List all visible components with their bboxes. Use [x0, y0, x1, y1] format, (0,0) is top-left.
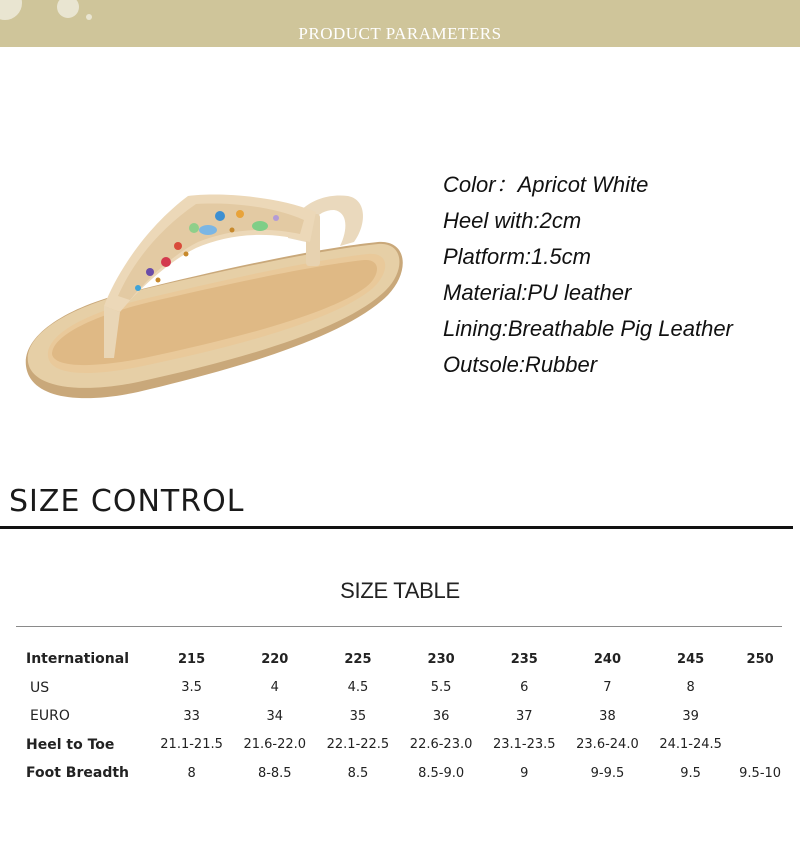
table-cell — [732, 674, 788, 703]
table-cell: 215 — [178, 651, 206, 667]
table-cell: 245 — [677, 651, 705, 667]
table-cell: 8-8.5 — [257, 765, 292, 781]
table-cell: 33 — [183, 708, 200, 724]
table-cell: 35 — [349, 708, 367, 724]
table-cell: 7 — [603, 680, 612, 696]
table-row — [18, 674, 788, 703]
table-cell: 4 — [270, 680, 279, 696]
table-cell: 240 — [593, 651, 622, 667]
param-lining: Lining:Breathable Pig Leather — [443, 316, 733, 341]
table-cell: 230 — [427, 651, 455, 667]
table-cell: 225 — [344, 651, 372, 667]
table-cell: 38 — [599, 708, 616, 724]
table-cell: 24.1-24.5 — [659, 737, 722, 753]
sandal-product-image — [18, 130, 418, 420]
param-color: Color：Apricot White — [443, 172, 649, 197]
table-cell: 5.5 — [430, 680, 452, 696]
size-table-title: SIZE TABLE — [340, 578, 460, 603]
table-cell: 9-9.5 — [590, 765, 625, 781]
table-cell: 39 — [682, 708, 699, 724]
table-cell: 21.6-22.0 — [243, 737, 307, 753]
row-label: Heel to Toe — [26, 736, 115, 753]
table-cell: 6 — [520, 680, 529, 696]
product-parameters — [443, 170, 733, 386]
row-label: International — [26, 651, 130, 668]
table-cell — [732, 702, 788, 731]
param-outsole: Outsole:Rubber — [443, 352, 598, 377]
table-cell: 9.5-10 — [739, 765, 782, 781]
table-cell: 9.5 — [680, 765, 701, 781]
table-cell: 220 — [261, 651, 289, 667]
row-label: US — [30, 679, 50, 696]
table-cell — [732, 731, 788, 760]
table-cell: 34 — [266, 708, 284, 724]
param-heel: Heel with:2cm — [443, 208, 582, 233]
table-cell: 8 — [686, 680, 695, 696]
param-material: Material:PU leather — [443, 280, 632, 305]
table-divider — [16, 626, 782, 627]
table-row — [18, 702, 788, 731]
table-row — [18, 731, 788, 760]
table-cell: 37 — [516, 708, 533, 724]
table-cell: 4.5 — [347, 680, 369, 696]
section-divider — [0, 526, 793, 529]
header-banner — [0, 0, 800, 47]
table-cell: 3.5 — [181, 680, 202, 696]
table-row — [18, 759, 788, 788]
table-cell: 22.6-23.0 — [409, 737, 473, 753]
table-cell: 250 — [746, 651, 774, 667]
table-cell: 235 — [510, 651, 538, 667]
table-cell: 9 — [520, 765, 529, 781]
size-control-title: SIZE CONTROL — [9, 484, 245, 519]
table-cell: 8.5 — [347, 765, 369, 781]
banner-title: PRODUCT PARAMETERS — [298, 24, 502, 43]
table-cell: 22.1-22.5 — [326, 737, 390, 753]
size-table — [18, 645, 788, 788]
table-row — [18, 645, 788, 674]
table-cell: 8 — [187, 765, 196, 781]
table-cell: 36 — [432, 708, 450, 724]
row-label: EURO — [30, 708, 70, 725]
table-cell: 23.6-24.0 — [576, 737, 639, 753]
table-cell: 21.1-21.5 — [160, 737, 223, 753]
table-cell: 8.5-9.0 — [418, 765, 465, 781]
param-platform: Platform:1.5cm — [443, 244, 591, 269]
row-label: Foot Breadth — [26, 765, 129, 782]
table-cell: 23.1-23.5 — [492, 737, 556, 753]
